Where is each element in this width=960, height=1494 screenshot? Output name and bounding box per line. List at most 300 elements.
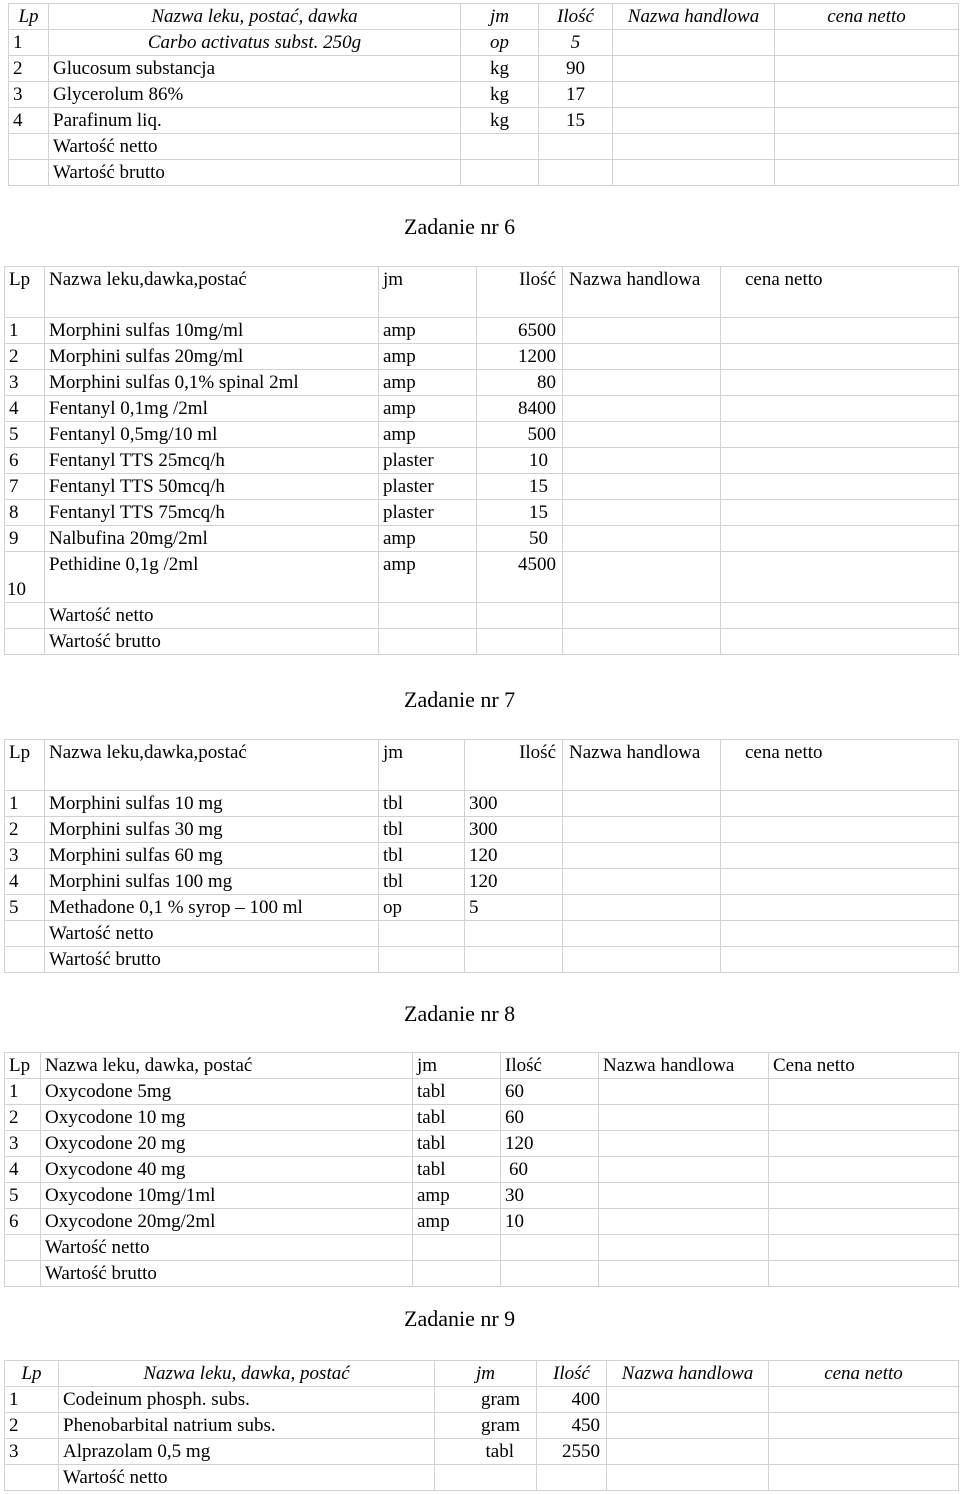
cell-lp: 5 — [5, 1183, 41, 1209]
cell-name: Morphini sulfas 30 mg — [45, 817, 379, 843]
table-row — [5, 422, 959, 448]
cell-jm — [413, 1235, 501, 1261]
cell-qty: 90 — [539, 56, 613, 82]
cell-trade-name — [563, 370, 721, 396]
cell-jm — [461, 134, 539, 160]
section-title-zadanie-8: Zadanie nr 8 — [404, 1001, 516, 1026]
section-title-zadanie-7: Zadanie nr 7 — [404, 687, 516, 712]
cell-trade-name — [599, 1079, 769, 1105]
cell-net-price — [721, 869, 959, 895]
cell-lp — [5, 603, 45, 629]
cell-qty — [465, 921, 563, 947]
cell-net-price — [721, 947, 959, 973]
cell-lp — [5, 629, 45, 655]
cell-name: Morphini sulfas 60 mg — [45, 843, 379, 869]
cell-trade-name — [613, 160, 775, 186]
cell-net-price — [775, 82, 959, 108]
cell-trade-name — [563, 869, 721, 895]
net-value-label: Wartość netto — [59, 1465, 435, 1491]
cell-net-price — [721, 843, 959, 869]
section-title-zadanie-9: Zadanie nr 9 — [404, 1306, 516, 1331]
cell-net-price — [769, 1209, 959, 1235]
cell-lp: 2 — [5, 1413, 59, 1439]
col-header-qty: Ilość — [539, 4, 613, 30]
table-row — [5, 1439, 959, 1465]
cell-name: Oxycodone 40 mg — [41, 1157, 413, 1183]
cell-qty: 10 — [501, 1209, 599, 1235]
cell-jm: tabl — [413, 1079, 501, 1105]
col-header-jm: jm — [379, 267, 477, 318]
cell-qty: 120 — [501, 1131, 599, 1157]
cell-jm: tbl — [379, 791, 465, 817]
col-header-jm: jm — [435, 1361, 537, 1387]
table-row — [5, 1413, 959, 1439]
cell-net-price — [721, 396, 959, 422]
cell-trade-name — [613, 30, 775, 56]
col-header-lp: Lp — [5, 740, 45, 791]
cell-net-price — [769, 1235, 959, 1261]
table-row — [5, 344, 959, 370]
cell-lp: 6 — [5, 1209, 41, 1235]
cell-jm: amp — [379, 344, 477, 370]
cell-jm — [413, 1261, 501, 1287]
cell-qty: 5 — [465, 895, 563, 921]
cell-net-price — [775, 30, 959, 56]
col-header-jm: jm — [379, 740, 465, 791]
table-row — [5, 526, 959, 552]
cell-net-price — [721, 526, 959, 552]
table-zadanie-5 — [8, 3, 959, 186]
cell-qty: 8400 — [477, 396, 563, 422]
col-header-name: Nazwa leku,dawka,postać — [45, 267, 379, 318]
cell-jm: amp — [379, 370, 477, 396]
table-row — [9, 108, 959, 134]
cell-qty — [537, 1465, 607, 1491]
cell-jm: kg — [461, 108, 539, 134]
cell-name: Morphini sulfas 10mg/ml — [45, 318, 379, 344]
cell-net-price — [721, 817, 959, 843]
cell-trade-name — [563, 526, 721, 552]
cell-trade-name — [599, 1105, 769, 1131]
cell-name: Oxycodone 10 mg — [41, 1105, 413, 1131]
cell-net-price — [769, 1131, 959, 1157]
cell-net-price — [721, 448, 959, 474]
cell-jm: plaster — [379, 474, 477, 500]
summary-row-net — [5, 921, 959, 947]
cell-lp: 4 — [5, 869, 45, 895]
col-header-jm: jm — [413, 1053, 501, 1079]
table-row — [5, 1183, 959, 1209]
cell-qty: 120 — [465, 869, 563, 895]
cell-name: Oxycodone 10mg/1ml — [41, 1183, 413, 1209]
section-title-zadanie-6: Zadanie nr 6 — [404, 214, 516, 239]
cell-jm: tbl — [379, 869, 465, 895]
col-header-net-price: cena netto — [721, 267, 959, 318]
cell-name: Pethidine 0,1g /2ml — [45, 552, 379, 603]
cell-lp — [9, 134, 49, 160]
summary-row-net — [5, 603, 959, 629]
cell-jm — [379, 603, 477, 629]
cell-name: Morphini sulfas 20mg/ml — [45, 344, 379, 370]
table-row — [9, 30, 959, 56]
cell-trade-name — [599, 1131, 769, 1157]
cell-qty: 60 — [501, 1157, 599, 1183]
cell-qty: 300 — [465, 791, 563, 817]
table-zadanie-7 — [4, 739, 959, 973]
cell-jm: amp — [413, 1183, 501, 1209]
cell-trade-name — [599, 1261, 769, 1287]
table-row — [5, 791, 959, 817]
cell-qty: 50 — [477, 526, 563, 552]
cell-jm — [379, 629, 477, 655]
table-row — [5, 1105, 959, 1131]
col-header-name: Nazwa leku, dawka, postać — [41, 1053, 413, 1079]
cell-trade-name — [563, 947, 721, 973]
cell-jm: amp — [413, 1209, 501, 1235]
net-value-label: Wartość netto — [45, 603, 379, 629]
cell-trade-name — [613, 82, 775, 108]
cell-jm: tbl — [379, 843, 465, 869]
summary-row-net — [5, 1235, 959, 1261]
cell-name: Morphini sulfas 100 mg — [45, 869, 379, 895]
cell-name: Fentanyl TTS 25mcq/h — [45, 448, 379, 474]
table-zadanie-6 — [4, 266, 959, 655]
cell-jm: amp — [379, 552, 477, 603]
cell-lp — [5, 1261, 41, 1287]
cell-lp — [5, 947, 45, 973]
col-header-trade-name: Nazwa handlowa — [607, 1361, 769, 1387]
col-header-qty: Ilość — [537, 1361, 607, 1387]
cell-lp: 2 — [9, 56, 49, 82]
col-header-trade-name: Nazwa handlowa — [563, 740, 721, 791]
cell-name: Alprazolam 0,5 mg — [59, 1439, 435, 1465]
cell-qty: 120 — [465, 843, 563, 869]
cell-qty: 60 — [501, 1079, 599, 1105]
col-header-trade-name: Nazwa handlowa — [563, 267, 721, 318]
cell-trade-name — [599, 1235, 769, 1261]
table-row — [5, 448, 959, 474]
table-row — [5, 396, 959, 422]
cell-net-price — [721, 552, 959, 603]
cell-lp — [5, 1235, 41, 1261]
cell-jm — [461, 160, 539, 186]
cell-lp: 6 — [5, 448, 45, 474]
cell-jm: op — [461, 30, 539, 56]
cell-name: Methadone 0,1 % syrop – 100 ml — [45, 895, 379, 921]
cell-trade-name — [599, 1157, 769, 1183]
cell-lp: 3 — [5, 1439, 59, 1465]
cell-lp: 5 — [5, 422, 45, 448]
cell-trade-name — [563, 552, 721, 603]
cell-lp: 3 — [5, 843, 45, 869]
cell-net-price — [769, 1183, 959, 1209]
cell-qty: 15 — [477, 474, 563, 500]
cell-trade-name — [563, 921, 721, 947]
cell-trade-name — [563, 629, 721, 655]
cell-trade-name — [563, 474, 721, 500]
table-row — [5, 1209, 959, 1235]
cell-net-price — [769, 1413, 959, 1439]
cell-qty — [477, 603, 563, 629]
cell-trade-name — [563, 895, 721, 921]
cell-qty: 60 — [501, 1105, 599, 1131]
table-row — [5, 1387, 959, 1413]
cell-lp: 1 — [9, 30, 49, 56]
table-header-row — [5, 267, 959, 318]
cell-trade-name — [607, 1387, 769, 1413]
cell-jm: tabl — [413, 1157, 501, 1183]
cell-net-price — [769, 1157, 959, 1183]
cell-trade-name — [599, 1209, 769, 1235]
cell-jm: tabl — [413, 1105, 501, 1131]
cell-net-price — [769, 1387, 959, 1413]
cell-lp — [5, 1465, 59, 1491]
cell-qty — [501, 1235, 599, 1261]
cell-jm — [379, 947, 465, 973]
table-header-row — [5, 1361, 959, 1387]
table-row — [5, 869, 959, 895]
summary-row-gross — [5, 629, 959, 655]
table-row — [5, 370, 959, 396]
cell-net-price — [721, 422, 959, 448]
table-header-row — [9, 4, 959, 30]
cell-lp: 7 — [5, 474, 45, 500]
cell-net-price — [721, 895, 959, 921]
net-value-label: Wartość netto — [45, 921, 379, 947]
cell-lp — [9, 160, 49, 186]
cell-net-price — [721, 370, 959, 396]
table-row — [5, 843, 959, 869]
summary-row-net — [5, 1465, 959, 1491]
table-header-row — [5, 740, 959, 791]
cell-jm: plaster — [379, 448, 477, 474]
cell-net-price — [721, 344, 959, 370]
cell-lp: 4 — [9, 108, 49, 134]
cell-net-price — [721, 629, 959, 655]
cell-qty: 450 — [537, 1413, 607, 1439]
cell-name: Fentanyl TTS 50mcq/h — [45, 474, 379, 500]
table-row — [5, 817, 959, 843]
cell-trade-name — [563, 791, 721, 817]
cell-jm: tabl — [413, 1131, 501, 1157]
cell-lp: 1 — [5, 1387, 59, 1413]
cell-jm: tbl — [379, 817, 465, 843]
cell-name: Phenobarbital natrium subs. — [59, 1413, 435, 1439]
gross-value-label: Wartość brutto — [45, 947, 379, 973]
cell-name: Fentanyl 0,5mg/10 ml — [45, 422, 379, 448]
cell-name: Carbo activatus subst. 250g — [49, 30, 461, 56]
cell-lp: 8 — [5, 500, 45, 526]
cell-trade-name — [563, 318, 721, 344]
net-value-label: Wartość netto — [41, 1235, 413, 1261]
cell-trade-name — [563, 603, 721, 629]
col-header-lp: Lp — [5, 267, 45, 318]
cell-qty: 5 — [539, 30, 613, 56]
cell-qty: 300 — [465, 817, 563, 843]
cell-net-price — [769, 1079, 959, 1105]
cell-trade-name — [563, 422, 721, 448]
cell-jm: amp — [379, 318, 477, 344]
cell-lp: 1 — [5, 791, 45, 817]
cell-net-price — [721, 603, 959, 629]
table-row — [5, 1131, 959, 1157]
cell-net-price — [769, 1105, 959, 1131]
cell-lp: 5 — [5, 895, 45, 921]
col-header-jm: jm — [461, 4, 539, 30]
cell-trade-name — [599, 1183, 769, 1209]
cell-net-price — [721, 474, 959, 500]
cell-jm: op — [379, 895, 465, 921]
cell-qty: 400 — [537, 1387, 607, 1413]
table-row — [5, 474, 959, 500]
cell-trade-name — [563, 500, 721, 526]
summary-row-gross — [9, 160, 959, 186]
table-row — [5, 552, 959, 603]
cell-qty: 80 — [477, 370, 563, 396]
cell-name: Morphini sulfas 0,1% spinal 2ml — [45, 370, 379, 396]
table-row — [9, 82, 959, 108]
table-zadanie-8 — [4, 1052, 959, 1287]
cell-qty: 2550 — [537, 1439, 607, 1465]
col-header-net-price: Cena netto — [769, 1053, 959, 1079]
cell-trade-name — [613, 108, 775, 134]
cell-name: Glycerolum 86% — [49, 82, 461, 108]
cell-net-price — [721, 791, 959, 817]
cell-name: Morphini sulfas 10 mg — [45, 791, 379, 817]
table-header-row — [5, 1053, 959, 1079]
cell-trade-name — [607, 1439, 769, 1465]
cell-lp: 4 — [5, 396, 45, 422]
col-header-qty: Ilość — [477, 267, 563, 318]
cell-jm: amp — [379, 422, 477, 448]
cell-net-price — [769, 1465, 959, 1491]
col-header-lp: Lp — [5, 1361, 59, 1387]
cell-name: Nalbufina 20mg/2ml — [45, 526, 379, 552]
cell-net-price — [775, 56, 959, 82]
cell-qty: 17 — [539, 82, 613, 108]
cell-lp: 1 — [5, 1079, 41, 1105]
cell-net-price — [775, 134, 959, 160]
cell-lp: 9 — [5, 526, 45, 552]
cell-net-price — [775, 108, 959, 134]
cell-jm — [435, 1465, 537, 1491]
cell-qty: 30 — [501, 1183, 599, 1209]
cell-qty: 500 — [477, 422, 563, 448]
cell-trade-name — [563, 817, 721, 843]
cell-name: Fentanyl TTS 75mcq/h — [45, 500, 379, 526]
col-header-net-price: cena netto — [769, 1361, 959, 1387]
cell-lp: 2 — [5, 344, 45, 370]
cell-net-price — [721, 500, 959, 526]
table-row — [5, 1079, 959, 1105]
cell-jm: tabl — [435, 1439, 537, 1465]
cell-lp: 3 — [5, 370, 45, 396]
cell-qty: 10 — [477, 448, 563, 474]
cell-net-price — [721, 318, 959, 344]
cell-name: Oxycodone 20 mg — [41, 1131, 413, 1157]
col-header-name: Nazwa leku, postać, dawka — [49, 4, 461, 30]
summary-row-gross — [5, 947, 959, 973]
cell-jm — [379, 921, 465, 947]
cell-trade-name — [563, 448, 721, 474]
col-header-name: Nazwa leku, dawka, postać — [59, 1361, 435, 1387]
cell-qty: 4500 — [477, 552, 563, 603]
cell-lp: 10 — [5, 552, 45, 603]
cell-lp: 2 — [5, 817, 45, 843]
cell-trade-name — [607, 1465, 769, 1491]
cell-jm: amp — [379, 526, 477, 552]
cell-qty — [465, 947, 563, 973]
cell-qty — [539, 134, 613, 160]
col-header-net-price: cena netto — [721, 740, 959, 791]
cell-name: Fentanyl 0,1mg /2ml — [45, 396, 379, 422]
col-header-name: Nazwa leku,dawka,postać — [45, 740, 379, 791]
cell-trade-name — [613, 134, 775, 160]
cell-name: Oxycodone 20mg/2ml — [41, 1209, 413, 1235]
cell-net-price — [769, 1439, 959, 1465]
cell-name: Oxycodone 5mg — [41, 1079, 413, 1105]
cell-lp: 4 — [5, 1157, 41, 1183]
col-header-lp: Lp — [9, 4, 49, 30]
col-header-qty: Ilość — [465, 740, 563, 791]
cell-lp — [5, 921, 45, 947]
cell-qty: 1200 — [477, 344, 563, 370]
cell-trade-name — [563, 843, 721, 869]
col-header-trade-name: Nazwa handlowa — [613, 4, 775, 30]
cell-qty: 6500 — [477, 318, 563, 344]
table-zadanie-9 — [4, 1360, 959, 1491]
cell-net-price — [775, 160, 959, 186]
cell-qty — [501, 1261, 599, 1287]
gross-value-label: Wartość brutto — [41, 1261, 413, 1287]
cell-lp: 2 — [5, 1105, 41, 1131]
cell-trade-name — [563, 396, 721, 422]
col-header-trade-name: Nazwa handlowa — [599, 1053, 769, 1079]
cell-lp: 3 — [9, 82, 49, 108]
cell-net-price — [769, 1261, 959, 1287]
cell-trade-name — [563, 344, 721, 370]
cell-jm: kg — [461, 56, 539, 82]
cell-jm: kg — [461, 82, 539, 108]
cell-lp: 1 — [5, 318, 45, 344]
table-row — [5, 895, 959, 921]
cell-qty — [477, 629, 563, 655]
cell-qty: 15 — [477, 500, 563, 526]
cell-jm: plaster — [379, 500, 477, 526]
cell-trade-name — [607, 1413, 769, 1439]
cell-qty: 15 — [539, 108, 613, 134]
cell-qty — [539, 160, 613, 186]
gross-value-label: Wartość brutto — [49, 160, 461, 186]
table-row — [5, 318, 959, 344]
summary-row-net — [9, 134, 959, 160]
cell-name: Glucosum substancja — [49, 56, 461, 82]
table-row — [5, 1157, 959, 1183]
cell-name: Codeinum phosph. subs. — [59, 1387, 435, 1413]
cell-jm: gram — [435, 1387, 537, 1413]
summary-row-gross — [5, 1261, 959, 1287]
col-header-qty: Ilość — [501, 1053, 599, 1079]
gross-value-label: Wartość brutto — [45, 629, 379, 655]
col-header-net-price: cena netto — [775, 4, 959, 30]
table-row — [9, 56, 959, 82]
cell-lp: 3 — [5, 1131, 41, 1157]
table-row — [5, 500, 959, 526]
col-header-lp: Lp — [5, 1053, 41, 1079]
cell-jm: gram — [435, 1413, 537, 1439]
cell-trade-name — [613, 56, 775, 82]
cell-jm: amp — [379, 396, 477, 422]
